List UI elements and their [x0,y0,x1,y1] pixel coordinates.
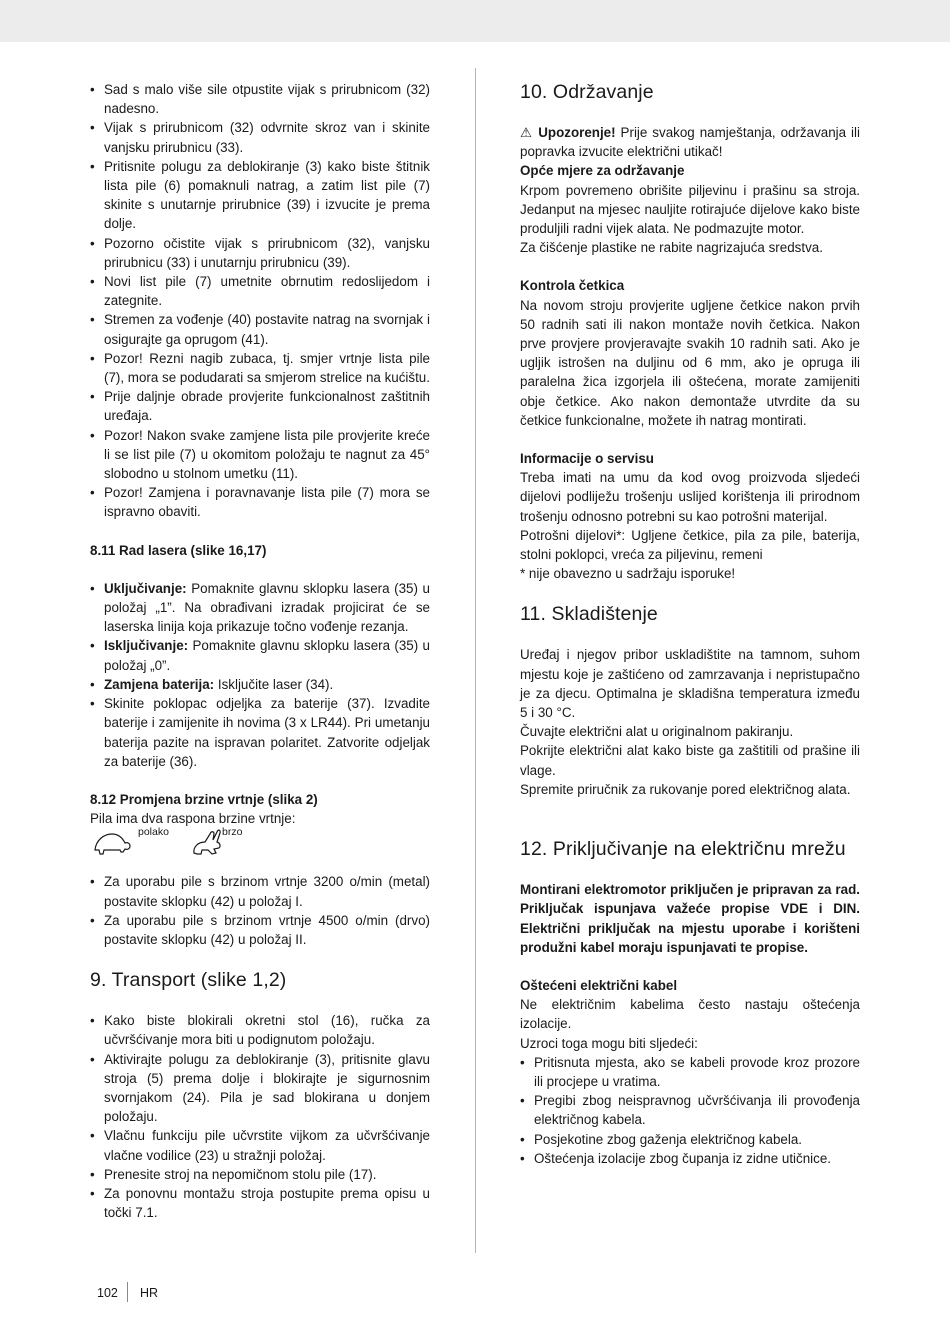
storage-text: Pokrijte električni alat kako biste ga zaštitili od prašine ili vlage. [520,743,860,778]
list-item: • Stremen za vođenje (40) postavite natrag na svornjak i osigurajte ga oprugom (41). [90,310,430,348]
top-band [0,0,950,42]
general-text: Krpom povremeno obrišite piljevinu i prašinu sa stroja. Jedanput na mjesec nauljite rotirajuće dijelove kako biste produljili radni vijek alata. Ne podmazujte motor. [520,182,860,237]
column-divider [475,68,476,1253]
list-item: • Pozorno očistite vijak s prirubnicom (32), vanjsku prirubnicu (33) i unutarnju prirubnicu (39). [90,234,430,272]
service-text: Potrošni dijelovi*: Ugljene četkice, pila za pile, baterija, stolni poklopci, vreća za piljevinu, remeni [520,527,860,563]
mains-text: Montirani elektromotor priključen je pripravan za rad. Priključak ispunjava važeće propise VDE i DIN. Električni priključak na mjestu uporabe i korišteni produžni kabel moraju ispunjavati te propise. [520,882,860,955]
list-item: • Oštećenja izolacije zbog čupanja iz zidne utičnice. [520,1149,860,1168]
storage-text: Spremite priručnik za rukovanje pored električnog alata. [520,781,851,797]
laser-list [90,579,430,771]
item-text: Isključite laser (34). [214,676,334,692]
list-item: • Za uporabu pile s brzinom vrtnje 3200 o/min (metal) postavite sklopku (42) u položaj I. [90,872,430,910]
list-item: • Posjekotine zbog gaženja električnog kabela. [520,1130,860,1149]
item-label: Isključivanje: [104,638,189,654]
warning-label: Upozorenje! [538,125,616,140]
list-item: • Pregibi zbog neispravnog učvršćivanja ili provođenja električnog kabela. [520,1091,860,1129]
footer-separator [127,1282,128,1302]
list-item: • Novi list pile (7) umetnite obrnutim redoslijedom i zategnite. [90,272,430,310]
fast-label: brzo [222,826,243,839]
item-text: Skinite poklopac odjeljka za baterije (37). Izvadite baterije i zamijenite ih novima (3 x LR44). Pri umetanju baterija pazite na ispravan polaritet. Zatvorite odjeljak za baterije (36). [104,696,430,769]
storage-text: Čuvajte električni alat u originalnom pakiranju. [520,724,794,740]
cable-heading: Oštećeni električni kabel [520,977,678,993]
warning-icon: ⚠ [520,125,534,140]
cable-text: Uzroci toga mogu biti sljedeći: [520,1035,698,1051]
service-note: * nije obavezno u sadržaju isporuke! [520,566,736,582]
language-code: HR [140,1286,159,1300]
list-item: • Pritisnite polugu za deblokiranje (3) kako biste štitnik lista pile (6) pomaknuli natrag, a zatim list pile (7) skinite s unutarnje prirubnice (39) i izvucite je prema dolje. [90,157,430,234]
page-number: 102 [97,1286,118,1300]
list-item [90,636,430,674]
cable-text: Ne električnim kabelima često nastaju oštećenja izolacije. [520,997,860,1032]
service-heading: Informacije o servisu [520,451,654,467]
item-label: Zamjena baterija: [104,676,215,692]
list-item [90,579,430,637]
cable-list [520,1053,860,1168]
list-item [90,694,430,771]
item-text: Pomaknite glavnu sklopku lasera (35) u položaj „1”. Na obrađivani izradak projicirat će se laserska linija koja prikazuje točno vođenje rezanja. [104,580,430,635]
item-label: Uključivanje: [104,580,187,596]
mains-heading: 12. Priključivanje na električnu mrežu [520,838,846,861]
list-item: • Aktivirajte polugu za deblokiranje (3), pritisnite glavu stroja (5) prema dolje i blokirajte je sigurnosnim svornjakom (24). Pila je sad blokirana u donjem položaju. [90,1050,430,1127]
left-column [90,80,430,1222]
list-item: • Vlačnu funkciju pile učvrstite vijkom za učvršćivanje vlačne vodilice (23) u stražnji položaj. [90,1126,430,1164]
warning-paragraph [520,123,860,161]
laser-heading: 8.11 Rad lasera (slike 16,17) [90,542,267,558]
brush-text: Na novom stroju provjerite ugljene četkice nakon prvih 50 radnih sati ili nakon montaže novih četkica. Nakon prve provjere provjeravajte svakih 10 radnih sati. Ako je ugljik istrošen na duljinu od 6 mm, ako je opruga ili paralelna žica izgorjela ili oštećena, morate zamijeniti obje četkice. Ako nakon demontaže utvrdite da su četkice funkcionalne, možete ih natrag montirati. [520,297,860,428]
storage-heading: 11. Skladištenje [520,603,658,626]
turtle-icon [92,830,132,863]
service-text: Treba imati na umu da kod ovog proizvoda sljedeći dijelovi podliježu trošenju uslijed korištenja ili prirodnom trošenju odnosno potrebni su kao potrošni materijal. [520,470,860,524]
speed-icons [90,828,430,872]
transport-heading: 9. Transport (slike 1,2) [90,969,287,992]
list-item: • Pozor! Rezni nagib zubaca, tj. smjer vrtnje lista pile (7), mora se podudarati sa smjerom strelice na kućištu. [90,349,430,387]
right-column [520,80,860,1168]
list-item: • Za uporabu pile s brzinom vrtnje 4500 o/min (drvo) postavite sklopku (42) u položaj II. [90,911,430,949]
list-item: • Prije daljnje obrade provjerite funkcionalnost zaštitnih uređaja. [90,387,430,425]
list-item: • Prenesite stroj na nepomičnom stolu pile (17). [90,1165,430,1184]
list-item: • Pritisnuta mjesta, ako se kabeli provode kroz prozore ili procjepe u vratima. [520,1053,860,1091]
rabbit-icon [190,828,224,863]
list-item [90,675,430,694]
storage-text: Uređaj i njegov pribor uskladištite na tamnom, suhom mjestu koje je zaštićeno od zamrzavanja i nepristupačno je za djecu. Optimalna je skladišna temperatura između 5 i 30 °C. [520,647,860,721]
general-text: Za čišćenje plastike ne rabite nagrizajuća sredstva. [520,240,823,256]
maintenance-heading: 10. Održavanje [520,81,654,103]
list-item: • Za ponovnu montažu stroja postupite prema opisu u točki 7.1. [90,1184,430,1222]
speed-intro: Pila ima dva raspona brzine vrtnje: [90,811,296,827]
warning-text: Prije svakog namještanja, održavanja ili popravka izvucite električni utikač! [520,125,860,160]
speed-list [90,872,430,949]
list-item: • Pozor! Zamjena i poravnavanje lista pile (7) mora se ispravno obaviti. [90,483,430,521]
list-item: • Vijak s prirubnicom (32) odvrnite skroz van i skinite vanjsku prirubnicu (33). [90,118,430,156]
transport-list [90,1011,430,1222]
slow-label: polako [138,826,169,839]
speed-heading: 8.12 Promjena brzine vrtnje (slika 2) [90,791,318,807]
brush-heading: Kontrola četkica [520,278,625,294]
item-text: Pomaknite glavnu sklopku lasera (35) u položaj „0”. [104,638,430,673]
blade-change-list [90,80,430,522]
list-item: • Kako biste blokirali okretni stol (16), ručka za učvršćivanje mora biti u podignutom položaju. [90,1011,430,1049]
list-item: • Pozor! Nakon svake zamjene lista pile provjerite kreće li se list pile (7) u okomitom položaju te nagnut za 45° slobodno u stolnom umetku (11). [90,426,430,484]
general-heading: Opće mjere za održavanje [520,163,685,179]
list-item: • Sad s malo više sile otpustite vijak s prirubnicom (32) nadesno. [90,80,430,118]
